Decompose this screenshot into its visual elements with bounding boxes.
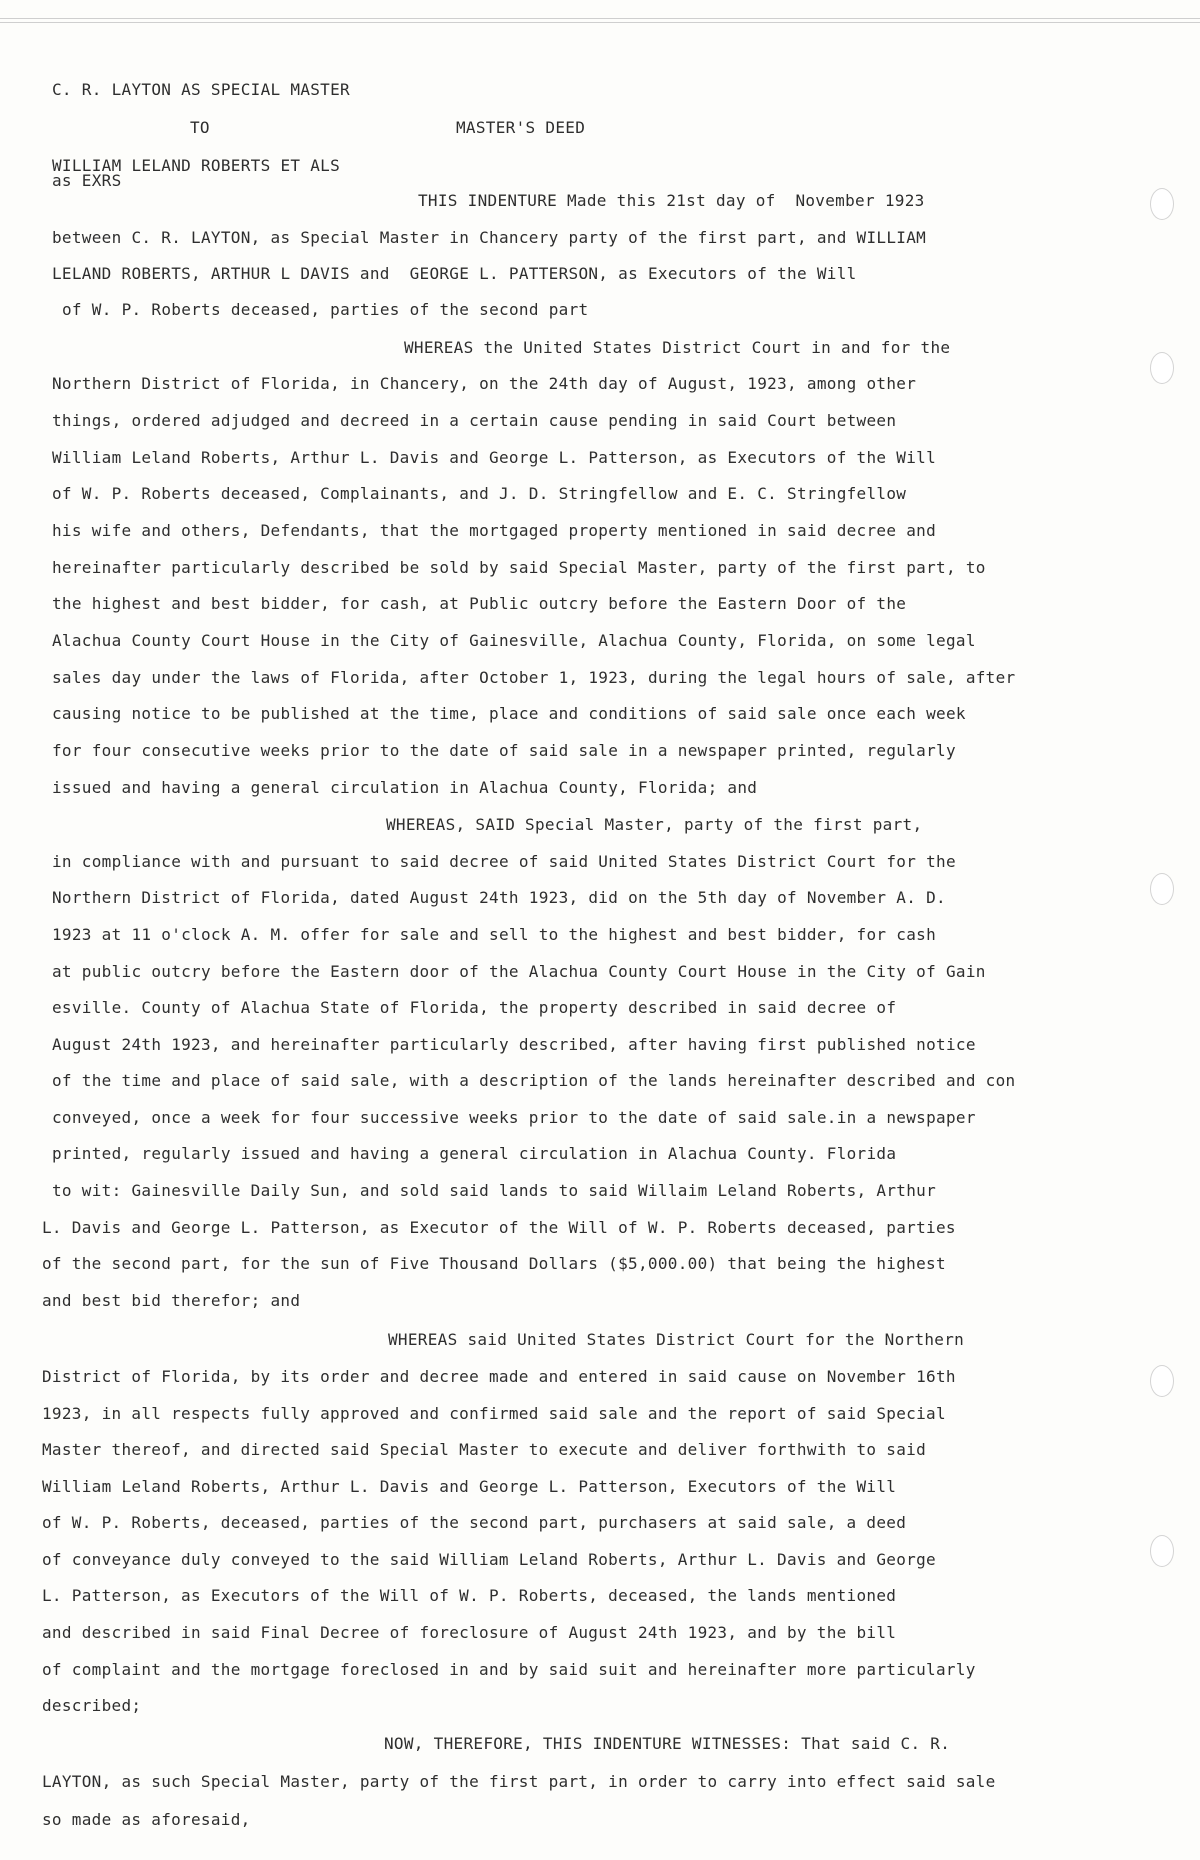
deed-line: sales day under the laws of Florida, after October 1, 1923, during the legal hours of sale, after bbox=[52, 668, 1016, 687]
deed-line: the highest and best bidder, for cash, at Public outcry before the Eastern Door of the bbox=[52, 594, 907, 613]
deed-line: L. Davis and George L. Patterson, as Executor of the Will of W. P. Roberts deceased, parties bbox=[42, 1218, 956, 1237]
punch-hole bbox=[1150, 1365, 1174, 1397]
top-rule bbox=[0, 18, 1200, 19]
deed-line: of conveyance duly conveyed to the said William Leland Roberts, Arthur L. Davis and George bbox=[42, 1550, 936, 1569]
deed-line: LAYTON, as such Special Master, party of the first part, in order to carry into effect said sale bbox=[42, 1772, 996, 1791]
deed-line: WHEREAS said United States District Court for the Northern bbox=[388, 1330, 965, 1349]
header-grantee: WILLIAM LELAND ROBERTS ET ALS bbox=[52, 156, 341, 175]
deed-line: for four consecutive weeks prior to the date of said sale in a newspaper printed, regularly bbox=[52, 741, 956, 760]
deed-line: 1923, in all respects fully approved and confirmed said sale and the report of said Special bbox=[42, 1404, 946, 1423]
deed-line: William Leland Roberts, Arthur L. Davis and George L. Patterson, as Executors of the Will bbox=[52, 448, 937, 467]
deed-line: Master thereof, and directed said Special Master to execute and deliver forthwith to said bbox=[42, 1440, 927, 1459]
deed-line: of the time and place of said sale, with a description of the lands hereinafter described and con bbox=[52, 1071, 1016, 1090]
deed-line: things, ordered adjudged and decreed in a certain cause pending in said Court between bbox=[52, 411, 897, 430]
deed-line: described; bbox=[42, 1696, 142, 1715]
header-grantor: C. R. LAYTON AS SPECIAL MASTER bbox=[52, 80, 350, 99]
punch-hole bbox=[1150, 873, 1174, 905]
deed-line: WHEREAS, SAID Special Master, party of the first part, bbox=[386, 815, 923, 834]
deed-line: issued and having a general circulation in Alachua County, Florida; and bbox=[52, 778, 758, 797]
top-rule-second bbox=[0, 22, 1200, 23]
deed-line: 1923 at 11 o'clock A. M. offer for sale and sell to the highest and best bidder, for cash bbox=[52, 925, 937, 944]
deed-line: and best bid therefor; and bbox=[42, 1291, 301, 1310]
deed-line: of W. P. Roberts deceased, Complainants, and J. D. Stringfellow and E. C. Stringfellow bbox=[52, 484, 907, 503]
deed-line: hereinafter particularly described be sold by said Special Master, party of the first part, to bbox=[52, 558, 986, 577]
deed-line: WHEREAS the United States District Court in and for the bbox=[404, 338, 951, 357]
header-grantee-capacity: as EXRS bbox=[52, 171, 122, 190]
punch-hole bbox=[1150, 1535, 1174, 1567]
deed-line: THIS INDENTURE Made this 21st day of November 1923 bbox=[418, 191, 925, 210]
deed-line: to wit: Gainesville Daily Sun, and sold said lands to said Willaim Leland Roberts, Arthur bbox=[52, 1181, 937, 1200]
punch-hole bbox=[1150, 352, 1174, 384]
deed-line: in compliance with and pursuant to said decree of said United States District Court for the bbox=[52, 852, 956, 871]
deed-line: Northern District of Florida, in Chancery, on the 24th day of August, 1923, among other bbox=[52, 374, 917, 393]
deed-line: his wife and others, Defendants, that the mortgaged property mentioned in said decree and bbox=[52, 521, 937, 540]
deed-line: printed, regularly issued and having a general circulation in Alachua County. Florida bbox=[52, 1144, 897, 1163]
header-to: TO bbox=[190, 118, 210, 137]
deed-line: and described in said Final Decree of foreclosure of August 24th 1923, and by the bill bbox=[42, 1623, 897, 1642]
deed-line: District of Florida, by its order and decree made and entered in said cause on November 16th bbox=[42, 1367, 956, 1386]
deed-line: of W. P. Roberts, deceased, parties of the second part, purchasers at said sale, a deed bbox=[42, 1513, 907, 1532]
deed-line: William Leland Roberts, Arthur L. Davis and George L. Patterson, Executors of the Will bbox=[42, 1477, 897, 1496]
deed-line: causing notice to be published at the time, place and conditions of said sale once each week bbox=[52, 704, 966, 723]
document-title: MASTER'S DEED bbox=[456, 118, 586, 137]
deed-line: at public outcry before the Eastern door of the Alachua County Court House in the City of Gain bbox=[52, 962, 986, 981]
deed-line: of complaint and the mortgage foreclosed in and by said suit and hereinafter more particularly bbox=[42, 1660, 976, 1679]
deed-line: of the second part, for the sun of Five Thousand Dollars ($5,000.00) that being the highest bbox=[42, 1254, 946, 1273]
deed-line: Alachua County Court House in the City of Gainesville, Alachua County, Florida, on some legal bbox=[52, 631, 976, 650]
deed-line: LELAND ROBERTS, ARTHUR L DAVIS and GEORGE L. PATTERSON, as Executors of the Will bbox=[52, 264, 857, 283]
deed-line: L. Patterson, as Executors of the Will of W. P. Roberts, deceased, the lands mentioned bbox=[42, 1586, 897, 1605]
deed-line: Northern District of Florida, dated August 24th 1923, did on the 5th day of November A. D. bbox=[52, 888, 946, 907]
punch-hole bbox=[1150, 188, 1174, 220]
deed-line: of W. P. Roberts deceased, parties of the second part bbox=[62, 300, 589, 319]
deed-line: conveyed, once a week for four successive weeks prior to the date of said sale.in a newspaper bbox=[52, 1108, 976, 1127]
deed-line: NOW, THEREFORE, THIS INDENTURE WITNESSES: That said C. R. bbox=[384, 1734, 951, 1753]
deed-line: esville. County of Alachua State of Florida, the property described in said decree of bbox=[52, 998, 897, 1017]
deed-line: so made as aforesaid, bbox=[42, 1810, 251, 1829]
deed-line: between C. R. LAYTON, as Special Master in Chancery party of the first part, and WILLIAM bbox=[52, 228, 927, 247]
deed-line: August 24th 1923, and hereinafter particularly described, after having first published notice bbox=[52, 1035, 976, 1054]
